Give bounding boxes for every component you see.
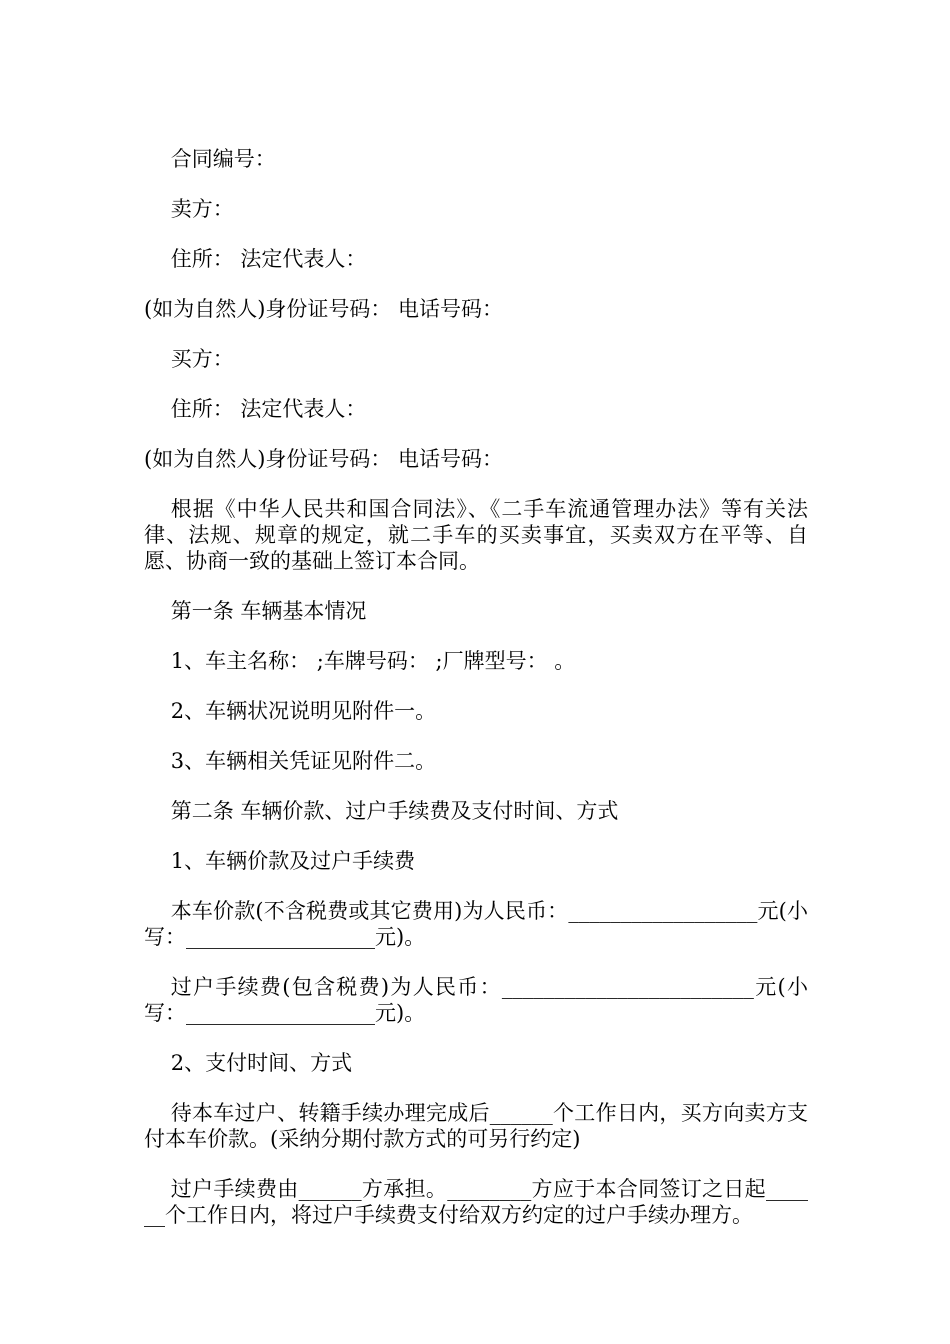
article-2-item-2: 2、支付时间、方式 [170,1051,353,1075]
article-1-heading: 第一条 车辆基本情况 [170,599,367,623]
seller-id-line: (如为自然人)身份证号码： 电话号码： [144,297,504,321]
article-2-heading: 第二条 车辆价款、过户手续费及支付时间、方式 [170,799,619,823]
seller-address-line: 住所： 法定代表人： [170,247,367,271]
preamble-paragraph: 根据《中华人民共和国合同法》、《二手车流通管理办法》等有关法律、法规、规章的规定，就二手车的买卖事宜，买卖双方在平等、自愿、协商一致的基础上签订本合同。 [144,497,808,573]
article-1-item-3: 3、车辆相关凭证见附件二。 [170,749,437,773]
article-1-item-1: 1、车主名称： ;车牌号码： ;厂牌型号： 。 [170,649,576,673]
buyer-id-line: (如为自然人)身份证号码： 电话号码： [144,447,504,471]
transfer-fee-payer-paragraph: 过户手续费由______方承担。________方应于本合同签订之日起______个工作日内，将过户手续费支付给双方约定的过户手续办理方。 [144,1177,808,1227]
transfer-fee-paragraph: 过户手续费(包含税费)为人民币：________________________元(小写：__________________元)。 [144,975,808,1025]
buyer-address-line: 住所： 法定代表人： [170,397,367,421]
seller-heading: 卖方： [170,197,234,221]
payment-time-paragraph: 待本车过户、转籍手续办理完成后______个工作日内，买方向卖方支付本车价款。(采纳分期付款方式的可另行约定) [144,1101,808,1151]
contract-number-line: 合同编号： [170,147,276,171]
article-2-item-1: 1、车辆价款及过户手续费 [170,849,416,873]
buyer-heading: 买方： [170,347,234,371]
article-1-item-2: 2、车辆状况说明见附件一。 [170,699,437,723]
vehicle-price-paragraph: 本车价款(不含税费或其它费用)为人民币：__________________元(小写：__________________元)。 [144,899,808,949]
contract-body [144,146,808,1252]
